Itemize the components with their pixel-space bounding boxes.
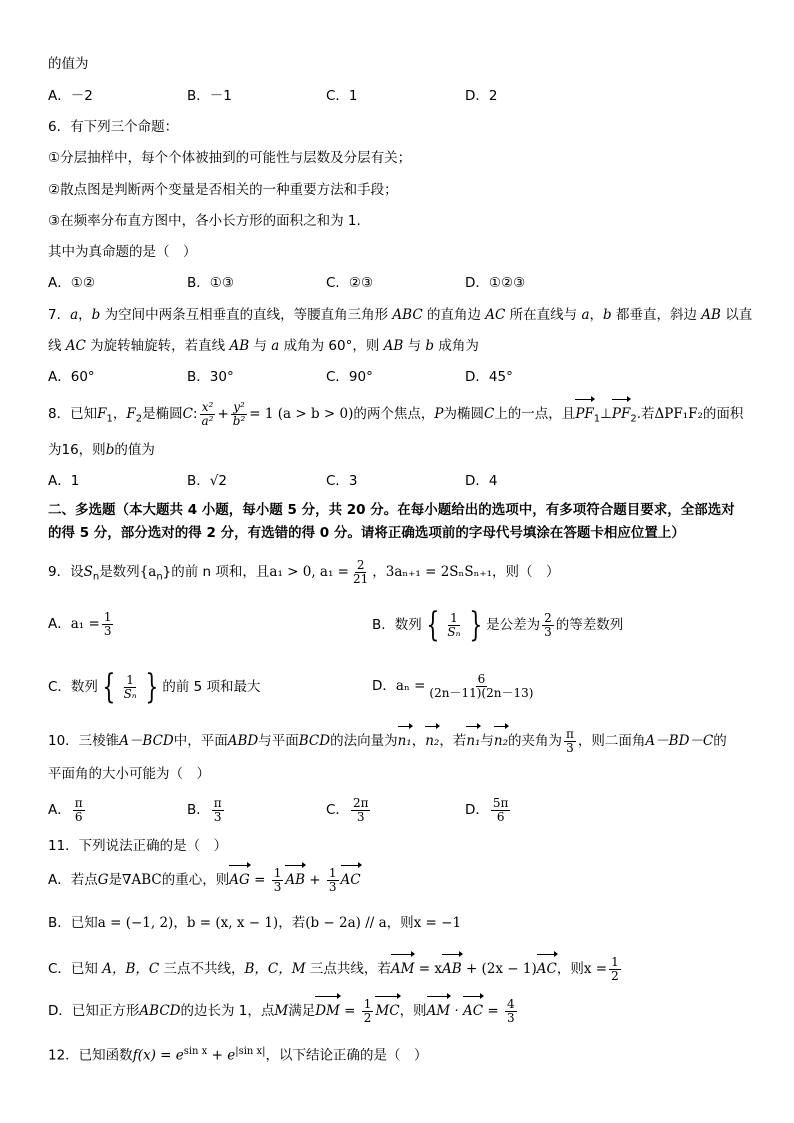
q11-option-a: A．若点G是∇ABC的重心，则AG = $\frac{1}{3}$ AB + $\frac{1}{3}$ AC bbox=[48, 865, 361, 894]
q7-option-c: C．90° bbox=[326, 369, 373, 385]
q7-option-a: A．60° bbox=[48, 369, 95, 385]
q6-statement-3: ③在频率分布直方图中，各小长方形的面积之和为 1. bbox=[48, 213, 361, 229]
q5-option-c: C．1 bbox=[326, 88, 358, 104]
q7-line-2: 线 AC 为旋转轴旋转，若直线 AB 与 a 成角为 60°，则 AB 与 b 成角为 bbox=[48, 338, 479, 354]
q12-stem: 12．已知函数$f(x) = e^{sin x} + e^{|sin x|}$，以下结论正确的是（ ） bbox=[48, 1046, 428, 1064]
q9-stem: 9．设$S_n$是数列$\{a_n\}$的前 n 项和，且a₁ > 0, a₁ = $\frac{2}{21}$ ，3aₙ₊₁ = 2SₙSₙ₊₁，则（ ） bbox=[48, 557, 560, 586]
q7-option-d: D．45° bbox=[465, 369, 513, 385]
q6-ask: 其中为真命题的是（ ） bbox=[48, 244, 197, 260]
q6-option-d: D．①②③ bbox=[465, 275, 526, 291]
q10-line-2: 平面角的大小可能为（ ） bbox=[48, 766, 210, 782]
q8-frac-x: $\frac{\text{x²}}{\text{a²}}$ bbox=[201, 399, 214, 428]
q11-option-d: D．已知正方形ABCD的边长为 1，点M满足DM = $\frac{1}{2}$ MC，则AM · AC = $\frac{4}{3}$ bbox=[48, 996, 515, 1025]
q9-option-b: B．数列 { $\frac{1}{\text{Sₙ}}$ } 是公差为 $\frac{2}{3}$ 的等差数列 bbox=[372, 605, 624, 645]
q9-option-a: A．a₁ = $\frac{1}{3}$ bbox=[48, 609, 112, 638]
q8-option-c: C．3 bbox=[326, 473, 358, 489]
q6-option-b: B．①③ bbox=[187, 275, 234, 291]
q11-option-c: C．已知 A，B，C 三点不共线，B，C，M 三点共线，若AM = xAB + (2x − 1)AC，则x = $\frac{1}{2}$ bbox=[48, 954, 619, 983]
q5-option-b: B．－1 bbox=[187, 88, 232, 104]
q8-frac-y: $\frac{\text{y²}}{\text{b²}}$ bbox=[232, 399, 246, 428]
q7-line-1: 7．a，b 为空间中两条互相垂直的直线，等腰直角三角形 ABC 的直角边 AC 所在直线与 a，b 都垂直，斜边 AB 以直 bbox=[48, 307, 753, 323]
section-2-heading-line-1: 二、多选题（本大题共 4 小题，每小题 5 分，共 20 分。在每小题给出的选项中，有多项符合题目要求，全部选对 bbox=[48, 502, 735, 518]
q10-line-1: 10．三棱锥A－BCD中，平面ABD与平面BCD的法向量为n₁，n₂，若n₁与n₂的夹角为 $\frac{\pi}{3}$ ，则二面角A－BD－C的 bbox=[48, 726, 727, 755]
q10-option-a: A． $\frac{\pi}{6}$ bbox=[48, 795, 83, 824]
q11-option-b: B．已知a = (−1, 2)，b = (x, x − 1)，若(b − 2a) // a，则x = −1 bbox=[48, 915, 462, 931]
q8-line-2: 为16，则b的值为 bbox=[48, 442, 155, 458]
q9-option-d: D．aₙ = $\frac{6}{(2n-11)(2n-13)}$ bbox=[372, 671, 534, 700]
q6-stem: 6．有下列三个命题： bbox=[48, 119, 179, 135]
section-2-heading-line-2: 的得 5 分，部分选对的得 2 分，有选错的得 0 分。请将正确选项前的字母代号填涂在答题卡相应位置上） bbox=[48, 525, 685, 541]
q8-option-b: B．√2 bbox=[187, 473, 227, 489]
q10-option-c: C． $\frac{2\pi}{3}$ bbox=[326, 795, 369, 824]
q10-option-b: B． $\frac{\pi}{3}$ bbox=[187, 795, 222, 824]
q9-frac-2-21: $\frac{2}{21}$ bbox=[353, 557, 369, 586]
q5-option-d: D．2 bbox=[465, 88, 498, 104]
q6-statement-2: ②散点图是判断两个变量是否相关的一种重要方法和手段； bbox=[48, 182, 398, 198]
q6-option-a: A．①② bbox=[48, 275, 95, 291]
q7-option-b: B．30° bbox=[187, 369, 234, 385]
q8-option-a: A．1 bbox=[48, 473, 80, 489]
q5-option-a: A．－2 bbox=[48, 88, 93, 104]
q9-option-c: C．数列 { $\frac{1}{\text{Sₙ}}$ } 的前 5 项和最大 bbox=[48, 667, 261, 707]
q11-stem: 11．下列说法正确的是（ ） bbox=[48, 838, 228, 854]
q10-option-d: D． $\frac{5\pi}{6}$ bbox=[465, 795, 509, 824]
q5-tail-text: 的值为 bbox=[48, 56, 89, 72]
q8-line-1: 8．已知$F_1$，$F_2$是椭圆C: $\frac{\text{x²}}{\text{a²}}$ + $\frac{\text{y²}}{\text{b²}}$ = 1 (a > b > 0)的两个焦点，P为椭圆C上的一点，且$PF_1\perp PF_2$.若ΔPF₁F₂的面积 bbox=[48, 399, 744, 428]
q6-statement-1: ①分层抽样中，每个个体被抽到的可能性与层数及分层有关； bbox=[48, 150, 412, 166]
q6-option-c: C．②③ bbox=[326, 275, 374, 291]
q8-option-d: D．4 bbox=[465, 473, 498, 489]
